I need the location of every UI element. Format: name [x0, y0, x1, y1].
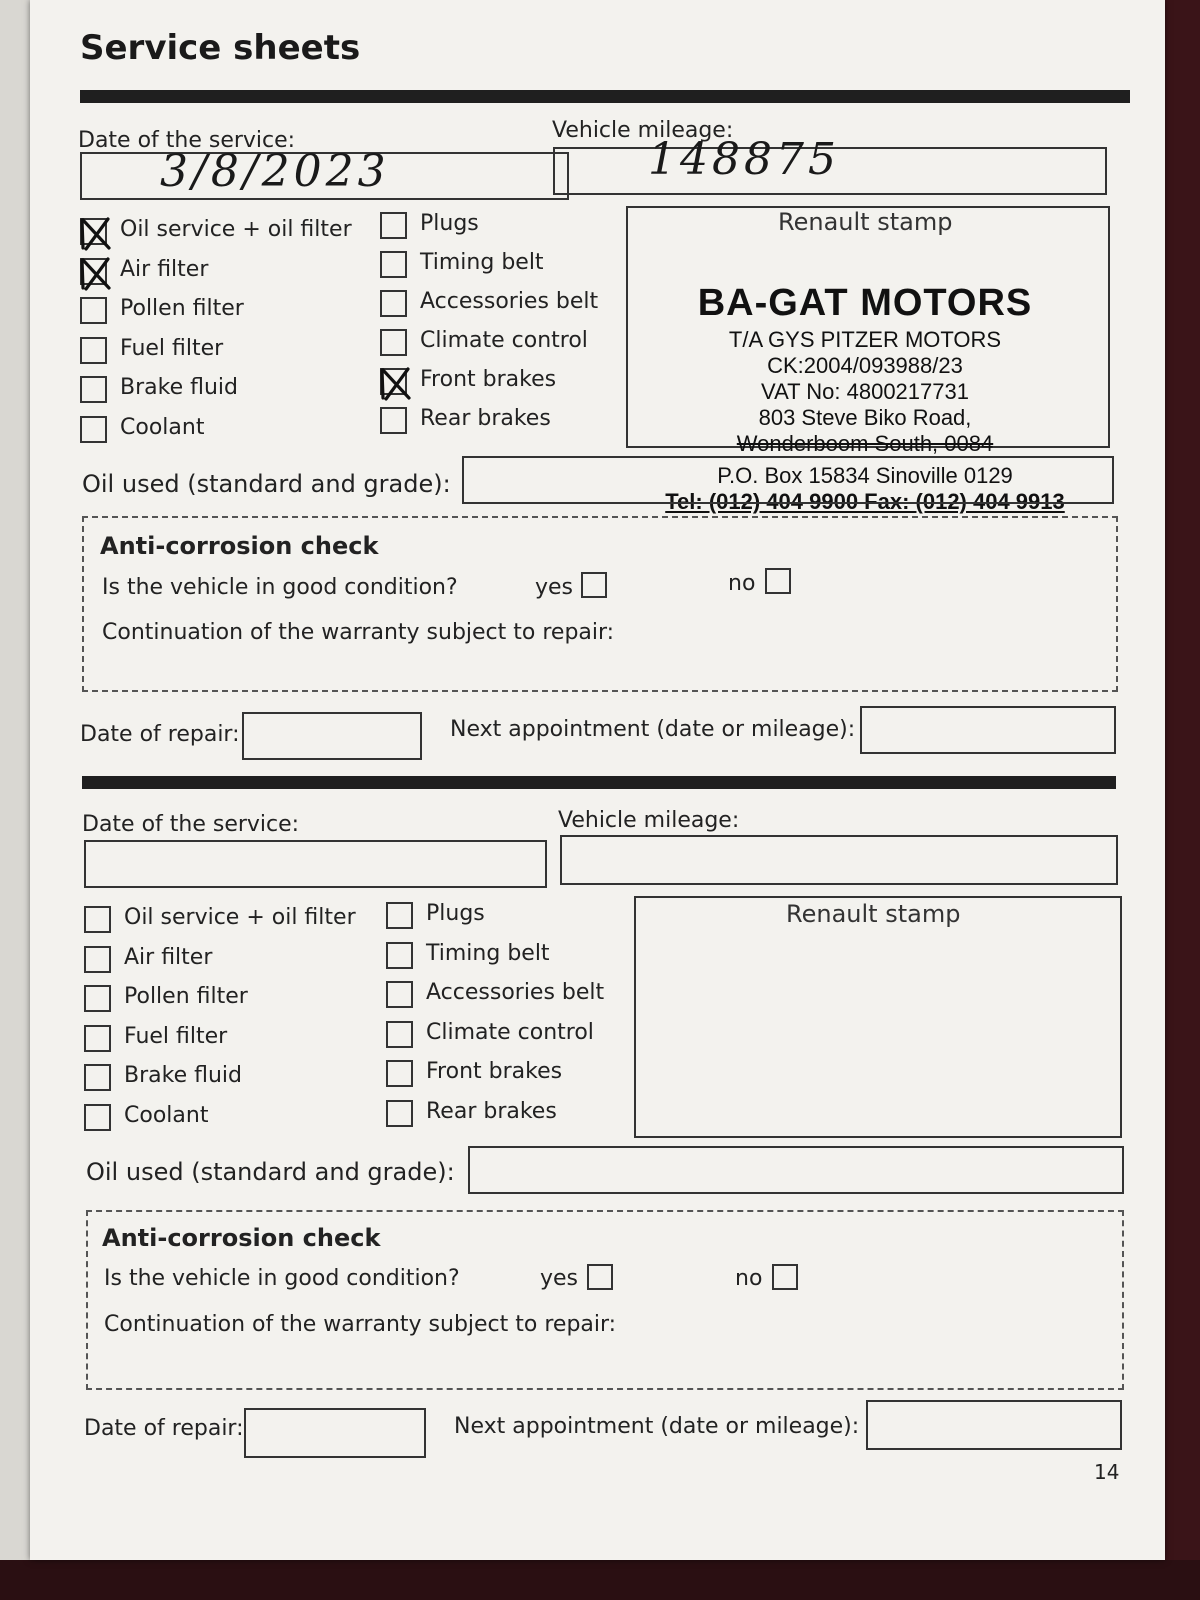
page-left-edge	[0, 0, 30, 1560]
sheet2-service-item-checkbox[interactable]	[84, 1025, 111, 1052]
sheet1-service-item-label: Front brakes	[420, 367, 557, 392]
sheet2-oil-used-label: Oil used (standard and grade):	[86, 1158, 455, 1186]
stamp-po-box: P.O. Box 15834 Sinoville 0129	[717, 463, 1013, 488]
sheet1-service-item-label: Climate control	[420, 328, 588, 353]
sheet1-date-of-repair-field[interactable]	[242, 712, 422, 760]
sheet1-anti-corrosion-title: Anti-corrosion check	[100, 532, 379, 560]
sheet1-service-item-checkbox[interactable]	[80, 416, 107, 443]
sheet2-service-item-label: Air filter	[124, 944, 213, 970]
sheet2-warranty-label: Continuation of the warranty subject to repair:	[104, 1312, 617, 1337]
sheet1-service-item-checkbox[interactable]	[380, 290, 407, 317]
stamp-street: 803 Steve Biko Road,	[758, 405, 972, 430]
sheet1-service-item-checkbox[interactable]	[80, 297, 107, 324]
sheet2-date-label: Date of the service:	[82, 812, 300, 837]
sheet2-anti-corrosion-title: Anti-corrosion check	[102, 1224, 381, 1252]
sheet1-service-item-checkbox[interactable]	[380, 407, 407, 434]
stamp-suburb: Wonderboom South, 0084	[736, 431, 994, 456]
sheet1-top-rule	[80, 90, 1130, 103]
check-mark-icon	[78, 256, 113, 291]
service-sheet-page	[30, 0, 1165, 1560]
sheet2-service-item-checkbox[interactable]	[84, 906, 111, 933]
sheet2-service-item-checkbox[interactable]	[386, 902, 413, 929]
sheet2-date-of-repair-label: Date of repair:	[84, 1416, 244, 1441]
sheet2-service-item-label: Plugs	[426, 901, 485, 926]
sheet2-service-item-checkbox[interactable]	[84, 1064, 111, 1091]
sheet1-mileage-label: Vehicle mileage:	[552, 118, 734, 143]
sheet2-service-item-label: Timing belt	[426, 940, 550, 966]
sheet1-service-item-checkbox[interactable]	[380, 251, 407, 278]
page-number: 14	[1094, 1460, 1120, 1484]
sheet2-service-item-label: Oil service + oil filter	[124, 905, 356, 930]
sheet1-service-item-label: Fuel filter	[120, 335, 224, 361]
sheet1-service-item-label: Plugs	[420, 211, 479, 236]
sheet2-service-item-checkbox[interactable]	[84, 1104, 111, 1131]
sheet2-service-item-label: Accessories belt	[426, 980, 605, 1005]
check-mark-icon	[378, 366, 413, 401]
sheet2-service-item-checkbox[interactable]	[386, 1060, 413, 1087]
sheet2-service-item-label: Pollen filter	[124, 984, 248, 1009]
sheet1-service-item-checkbox[interactable]	[80, 337, 107, 364]
sheet2-good-condition-question: Is the vehicle in good condition?	[104, 1266, 460, 1291]
sheet2-service-item-checkbox[interactable]	[84, 946, 111, 973]
stamp-telephone: Tel: (012) 404 9900 Fax: (012) 404 9913	[665, 489, 1065, 514]
sheet2-no-label: no	[735, 1266, 763, 1291]
sheet2-yes-label: yes	[540, 1266, 579, 1291]
sheet2-oil-used-field[interactable]	[468, 1146, 1124, 1194]
sheet2-date-of-repair-field[interactable]	[244, 1408, 426, 1458]
sheet2-service-item-label: Rear brakes	[426, 1098, 557, 1124]
sheet2-service-item-checkbox[interactable]	[386, 1021, 413, 1048]
sheet1-good-condition-question: Is the vehicle in good condition?	[102, 575, 458, 600]
sheet1-service-item-checkbox[interactable]	[80, 376, 107, 403]
sheet2-mileage-field[interactable]	[560, 835, 1118, 885]
sheet2-mileage-label: Vehicle mileage:	[558, 808, 740, 833]
sheet2-stamp-box	[634, 896, 1122, 1138]
sheet1-service-item-label: Timing belt	[420, 250, 544, 275]
sheet2-service-item-checkbox[interactable]	[386, 1100, 413, 1127]
sheet1-date-label: Date of the service:	[78, 128, 296, 153]
sheet1-next-appointment-label: Next appointment (date or mileage):	[450, 717, 856, 742]
stamp-dealer-name: BA-GAT MOTORS	[697, 282, 1033, 324]
page-bottom-edge	[0, 1560, 1200, 1600]
sheet1-service-item-label: Accessories belt	[420, 289, 599, 314]
page-title: Service sheets	[80, 28, 361, 68]
sheet2-service-item-label: Coolant	[124, 1102, 209, 1128]
sheet1-service-item-checkbox[interactable]	[80, 258, 107, 285]
sheet1-mileage-handwritten: 148875	[648, 134, 840, 185]
sheet2-next-appointment-label: Next appointment (date or mileage):	[454, 1414, 860, 1439]
sheet2-next-appointment-field[interactable]	[866, 1400, 1122, 1450]
sheet1-oil-used-label: Oil used (standard and grade):	[82, 470, 451, 498]
sheet2-yes-checkbox[interactable]	[587, 1264, 613, 1290]
stamp-trading-as: T/A GYS PITZER MOTORS	[728, 327, 1002, 352]
sheet1-service-item-checkbox[interactable]	[380, 368, 407, 395]
sheet1-stamp-title: Renault stamp	[778, 208, 953, 236]
sheet1-service-item-label: Rear brakes	[420, 406, 551, 431]
check-mark-icon	[78, 216, 113, 251]
sheet1-next-appointment-field[interactable]	[860, 706, 1116, 754]
sheet2-stamp-title: Renault stamp	[786, 900, 961, 928]
sheet1-service-item-checkbox[interactable]	[380, 329, 407, 356]
sheet1-service-item-label: Coolant	[120, 414, 205, 440]
sheet2-service-item-checkbox[interactable]	[386, 981, 413, 1008]
sheet1-date-of-repair-label: Date of repair:	[80, 722, 240, 747]
sheet2-service-item-label: Brake fluid	[124, 1063, 242, 1088]
sheet2-no-checkbox[interactable]	[772, 1264, 798, 1290]
sheet2-service-item-label: Fuel filter	[124, 1023, 228, 1049]
sheet1-oil-used-field[interactable]	[462, 456, 1114, 504]
sheet1-date-handwritten: 3/8/2023	[160, 146, 390, 197]
stamp-vat-number: VAT No: 4800217731	[761, 379, 969, 404]
sheet1-yes-checkbox[interactable]	[581, 572, 607, 598]
sheet1-service-item-label: Oil service + oil filter	[120, 217, 352, 242]
sheet1-yes-label: yes	[535, 575, 574, 600]
sheet1-service-item-checkbox[interactable]	[380, 212, 407, 239]
sheet2-service-item-checkbox[interactable]	[386, 942, 413, 969]
sheet1-service-item-label: Pollen filter	[120, 296, 244, 321]
sheet1-warranty-label: Continuation of the warranty subject to repair:	[102, 620, 615, 645]
sheet2-service-item-label: Front brakes	[426, 1059, 563, 1084]
sheet2-date-field[interactable]	[84, 840, 547, 888]
sheet2-service-item-checkbox[interactable]	[84, 985, 111, 1012]
sheet2-top-rule	[82, 776, 1116, 789]
sheet1-service-item-label: Air filter	[120, 256, 209, 282]
sheet1-service-item-checkbox[interactable]	[80, 218, 107, 245]
sheet1-no-checkbox[interactable]	[765, 568, 791, 594]
sheet1-service-item-label: Brake fluid	[120, 375, 238, 400]
sheet2-service-item-label: Climate control	[426, 1019, 594, 1045]
stamp-company-reg: CK:2004/093988/23	[767, 353, 963, 378]
sheet1-no-label: no	[728, 571, 756, 596]
